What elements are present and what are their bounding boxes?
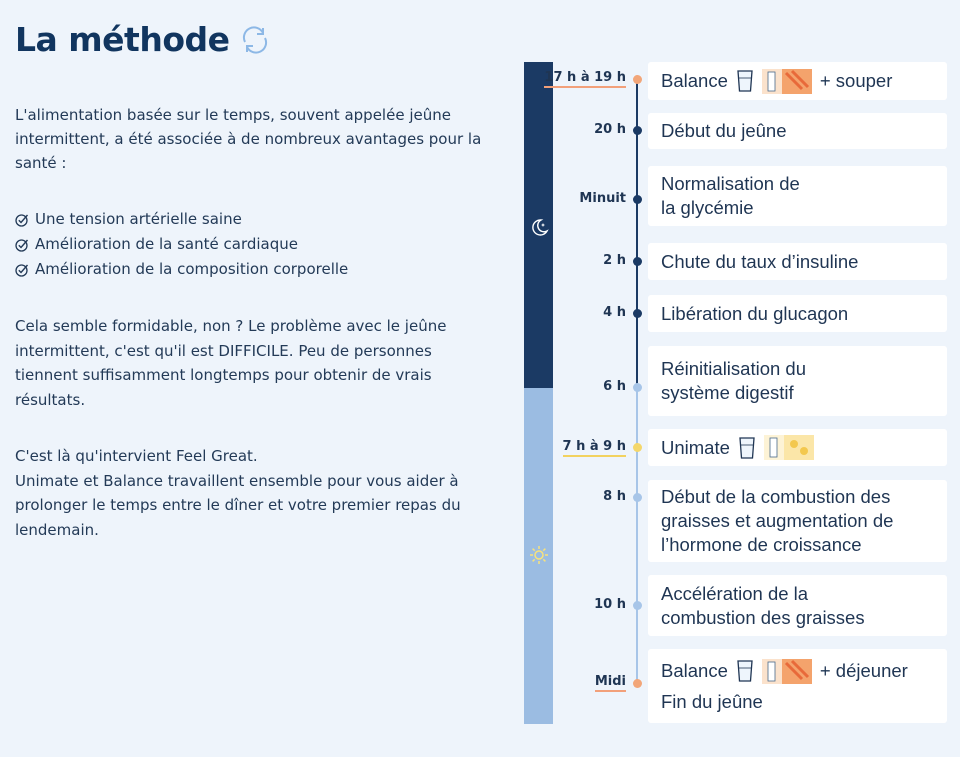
check-circle-icon bbox=[15, 263, 29, 277]
solution-line-1: C'est là qu'intervient Feel Great. bbox=[15, 447, 258, 465]
card-text: Balance bbox=[661, 660, 728, 681]
list-item bbox=[15, 257, 348, 282]
title-text: La méthode bbox=[15, 20, 230, 59]
timeline-dot bbox=[633, 257, 642, 266]
card-text: Libération du glucagon bbox=[661, 302, 849, 324]
time-label: 6 h bbox=[603, 379, 626, 394]
card-extra-text: + déjeuner bbox=[819, 660, 908, 681]
timeline-card bbox=[648, 62, 947, 100]
moon-icon bbox=[528, 216, 550, 238]
list-item bbox=[15, 207, 348, 232]
check-circle-icon bbox=[15, 213, 29, 227]
problem-paragraph: Cela semble formidable, non ? Le problème avec le jeûne intermittent, c'est qu'il est DIFFICILE. Peu de personnes tiennent suffisamment longtemps pour obtenir de vrais résultats. bbox=[15, 317, 447, 409]
time-label: 10 h bbox=[594, 597, 626, 612]
time-label: 4 h bbox=[603, 305, 626, 320]
card-text: graisses et augmentation de bbox=[661, 510, 894, 531]
timeline-dot bbox=[633, 493, 642, 502]
timeline-card bbox=[648, 429, 947, 466]
list-item bbox=[15, 232, 348, 257]
sun-icon bbox=[528, 544, 550, 566]
card-text: l’hormone de croissance bbox=[661, 534, 862, 555]
card-text: Début de la combustion des bbox=[661, 486, 891, 507]
card-text: Balance bbox=[661, 70, 728, 91]
time-label: 7 h à 9 h bbox=[563, 439, 626, 457]
timeline-card bbox=[648, 346, 947, 416]
page-title bbox=[15, 20, 272, 59]
refresh-icon bbox=[238, 23, 272, 57]
benefit-label: Une tension artérielle saine bbox=[35, 210, 242, 228]
balance-sachet-icon bbox=[762, 659, 812, 684]
timeline-card bbox=[648, 649, 947, 723]
benefit-label: Amélioration de la composition corporelle bbox=[35, 260, 349, 278]
solution-line-2: Unimate et Balance travaillent ensemble pour vous aider à prolonger le temps entre le dîner et votre premier repas du lendemain. bbox=[15, 471, 461, 539]
timeline-card bbox=[648, 113, 947, 149]
card-text: Réinitialisation du bbox=[661, 358, 807, 379]
card-text: Début du jeûne bbox=[661, 120, 787, 141]
card-extra-text: + souper bbox=[819, 70, 893, 91]
timeline-card bbox=[648, 243, 947, 280]
card-text: la glycémie bbox=[661, 197, 754, 218]
timeline-dot bbox=[633, 443, 642, 452]
time-label: 2 h bbox=[603, 253, 626, 268]
timeline-dot bbox=[633, 126, 642, 135]
timeline-line-day bbox=[636, 388, 638, 684]
intro-text: L'alimentation basée sur le temps, souvent appelée jeûne intermittent, a été associée à de nombreux avantages pour la santé : bbox=[15, 106, 482, 172]
card-text: système digestif bbox=[661, 382, 794, 403]
timeline-dot bbox=[633, 195, 642, 204]
card-text: Accélération de la bbox=[661, 582, 809, 604]
time-label: Minuit bbox=[579, 191, 626, 206]
timeline-dot bbox=[633, 75, 642, 84]
time-label: 8 h bbox=[603, 489, 626, 504]
timeline-dot bbox=[633, 309, 642, 318]
glass-of-water-icon bbox=[736, 659, 754, 683]
time-label: 17 h à 19 h bbox=[544, 70, 626, 88]
timeline-dot bbox=[633, 601, 642, 610]
time-label: Midi bbox=[595, 674, 626, 692]
benefits-list bbox=[15, 207, 348, 282]
solution-paragraph bbox=[15, 444, 485, 542]
check-circle-icon bbox=[15, 238, 29, 252]
timeline-card bbox=[648, 480, 947, 562]
card-text: Fin du jeûne bbox=[661, 690, 763, 712]
card-text: Normalisation de bbox=[661, 173, 800, 194]
balance-sachet-icon bbox=[762, 69, 812, 94]
glass-of-water-icon bbox=[736, 69, 754, 93]
timeline-dot bbox=[633, 679, 642, 688]
timeline-card bbox=[648, 295, 947, 332]
benefit-label: Amélioration de la santé cardiaque bbox=[35, 235, 298, 253]
timeline-card bbox=[648, 575, 947, 636]
card-text: combustion des graisses bbox=[661, 606, 865, 628]
time-label: 20 h bbox=[594, 122, 626, 137]
unimate-sachet-icon bbox=[764, 435, 814, 460]
card-text: Chute du taux d’insuline bbox=[661, 250, 859, 272]
timeline-dot bbox=[633, 383, 642, 392]
timeline-card bbox=[648, 166, 947, 226]
card-text: Unimate bbox=[661, 436, 730, 458]
glass-of-water-icon bbox=[738, 436, 756, 460]
